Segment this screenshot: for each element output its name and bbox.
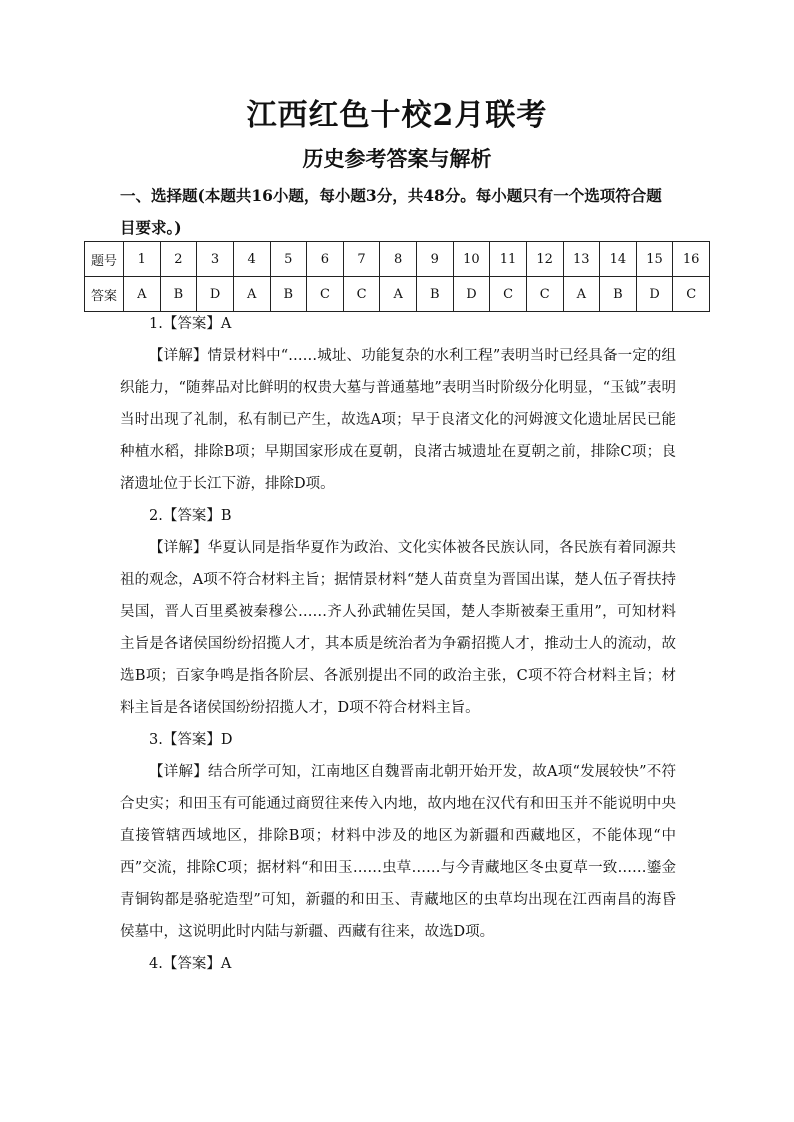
row-label-number: 题号: [85, 242, 124, 277]
page-subtitle: 历史参考答案与解析: [302, 146, 492, 171]
answer-cell: D: [453, 277, 490, 312]
answer-cell: B: [417, 277, 454, 312]
answer-row: [85, 277, 710, 312]
explanation-item: [120, 500, 676, 724]
question-number-cell: 15: [636, 242, 673, 277]
question-number-cell: 9: [417, 242, 454, 277]
row-label-answer: 答案: [85, 277, 124, 312]
answer-cell: C: [307, 277, 344, 312]
question-number-cell: 12: [526, 242, 563, 277]
answer-cell: C: [673, 277, 710, 312]
question-number-cell: 1: [124, 242, 161, 277]
answer-line: 4.【答案】A: [149, 956, 232, 972]
question-number-cell: 10: [453, 242, 490, 277]
question-number-cell: 2: [160, 242, 197, 277]
answer-detail: 【详解】情景材料中“……城址、功能复杂的水利工程”表明当时已经具备一定的组织能力，“随葬品对比鲜明的权贵大墓与普通墓地”表明当时阶级分化明显，“玉钺”表明当时出现了礼制，私有制已产生，故选A项；早于良渚文化的河姆渡文化遗址居民已能种植水稻，排除B项；早期国家形成在夏朝，良渚古城遗址在夏朝之前，排除C项；良渚遗址位于长江下游，排除D项。: [120, 348, 676, 492]
question-number-cell: 7: [343, 242, 380, 277]
question-number-cell: 6: [307, 242, 344, 277]
answer-cell: C: [343, 277, 380, 312]
question-number-cell: 4: [233, 242, 270, 277]
explanation-item: [120, 308, 676, 500]
answer-line: 1.【答案】A: [149, 316, 232, 332]
explanation-item: [120, 724, 676, 948]
question-number-cell: 8: [380, 242, 417, 277]
answer-cell: C: [526, 277, 563, 312]
section-heading: 一、选择题(本题共16小题，每小题3分，共48分。每小题只有一个选项符合题目要求。): [120, 186, 662, 237]
question-number-row: [85, 242, 710, 277]
answer-cell: B: [270, 277, 307, 312]
question-number-cell: 13: [563, 242, 600, 277]
question-number-cell: 5: [270, 242, 307, 277]
answer-cell: C: [490, 277, 527, 312]
answer-cell: D: [197, 277, 234, 312]
page-title: 江西红色十校2月联考: [246, 98, 548, 133]
question-number-cell: 14: [600, 242, 637, 277]
answer-line: 3.【答案】D: [149, 732, 233, 748]
answer-detail: 【详解】华夏认同是指华夏作为政治、文化实体被各民族认同，各民族有着同源共祖的观念，A项不符合材料主旨；据情景材料“楚人苗贲皇为晋国出谋，楚人伍子胥扶持吴国，晋人百里奚被秦穆公……齐人孙武辅佐吴国，楚人李斯被秦王重用”，可知材料主旨是各诸侯国纷纷招揽人才，其本质是统治者为争霸招揽人才，推动士人的流动，故选B项；百家争鸣是指各阶层、各派别提出不同的政治主张，C项不符合材料主旨；材料主旨是各诸侯国纷纷招揽人才，D项不符合材料主旨。: [120, 540, 676, 716]
answer-line: 2.【答案】B: [149, 508, 232, 524]
question-number-cell: 16: [673, 242, 710, 277]
answer-cell: A: [380, 277, 417, 312]
answer-cell: B: [600, 277, 637, 312]
answer-cell: A: [124, 277, 161, 312]
question-number-cell: 11: [490, 242, 527, 277]
answer-detail: 【详解】结合所学可知，江南地区自魏晋南北朝开始开发，故A项“发展较快”不符合史实；和田玉有可能通过商贸往来传入内地，故内地在汉代有和田玉并不能说明中央直接管辖西域地区，排除B项；材料中涉及的地区为新疆和西藏地区，不能体现“中西”交流，排除C项；据材料“和田玉……虫草……与今青藏地区冬虫夏草一致……鎏金青铜钩都是骆驼造型”可知，新疆的和田玉、青藏地区的虫草均出现在江西南昌的海昏侯墓中，这说明此时内陆与新疆、西藏有往来，故选D项。: [120, 764, 676, 940]
answer-cell: B: [160, 277, 197, 312]
answer-cell: A: [563, 277, 600, 312]
answer-cell: A: [233, 277, 270, 312]
answer-table: [84, 241, 710, 312]
answer-cell: D: [636, 277, 673, 312]
explanation-item: [120, 948, 676, 980]
question-number-cell: 3: [197, 242, 234, 277]
explanations: [120, 308, 676, 980]
